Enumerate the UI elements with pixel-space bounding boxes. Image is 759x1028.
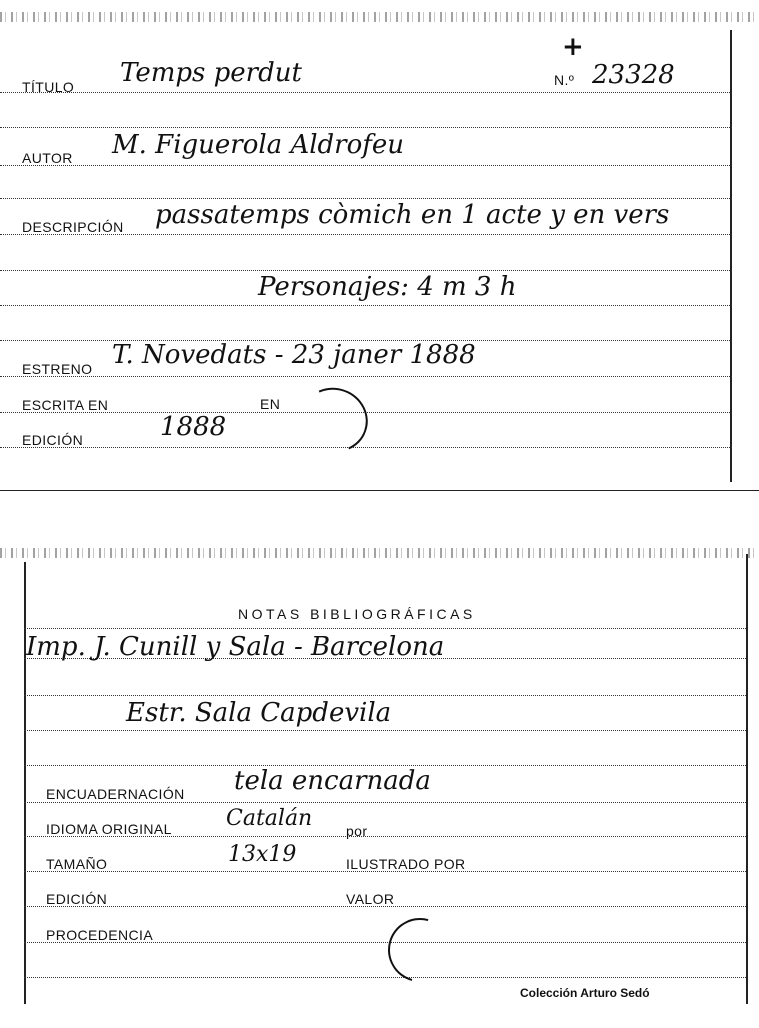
card-edge-texture xyxy=(0,548,759,558)
descripcion-value: passatemps còmich en 1 acte y en vers xyxy=(155,200,670,230)
estreno-value: T. Novedats - 23 janer 1888 xyxy=(112,340,476,370)
ruled-line xyxy=(24,695,746,696)
ruled-line xyxy=(0,447,732,448)
card-edge-texture xyxy=(0,12,759,22)
number-label: N.º xyxy=(554,72,575,88)
ruled-line xyxy=(24,628,746,629)
catalog-card-front xyxy=(0,0,759,492)
edicion-label: EDICIÓN xyxy=(22,432,84,448)
tamano-value: 13x19 xyxy=(228,842,297,867)
note-line-2: Estr. Sala Capdevila xyxy=(126,698,392,728)
idioma-label: IDIOMA ORIGINAL xyxy=(46,821,172,837)
tamano-label: TAMAÑO xyxy=(46,856,108,872)
ruled-line xyxy=(0,270,732,271)
notas-heading: NOTAS BIBLIOGRÁFICAS xyxy=(238,606,476,622)
note-line-1: Imp. J. Cunill y Sala - Barcelona xyxy=(26,632,445,662)
ruled-line xyxy=(0,376,732,377)
collection-footer: Colección Arturo Sedó xyxy=(520,986,650,1000)
ruled-line xyxy=(0,198,732,199)
autor-value: M. Figuerola Aldrofeu xyxy=(112,130,405,160)
ilustrado-label: ILUSTRADO POR xyxy=(346,856,466,872)
ruled-line xyxy=(0,92,732,93)
ruled-line xyxy=(24,730,746,731)
encuadernacion-value: tela encarnada xyxy=(234,766,431,796)
escrita-en-label: ESCRITA EN xyxy=(22,397,109,413)
titulo-value: Temps perdut xyxy=(120,58,302,88)
encuadernacion-label: ENCUADERNACIÓN xyxy=(46,786,185,802)
titulo-label: TÍTULO xyxy=(22,79,75,95)
valor-label: VALOR xyxy=(346,891,395,907)
card-bottom-edge xyxy=(0,490,759,491)
por-label: por xyxy=(346,823,368,839)
descripcion-label: DESCRIPCIÓN xyxy=(22,219,124,235)
edicion-value: 1888 xyxy=(160,412,227,442)
ruled-line xyxy=(0,165,732,166)
number-value: 23328 xyxy=(592,60,675,90)
catalog-card-back xyxy=(0,540,759,1028)
ruled-line xyxy=(24,977,746,978)
edicion-label: EDICIÓN xyxy=(46,891,108,907)
procedencia-label: PROCEDENCIA xyxy=(46,927,154,943)
stamp-circle xyxy=(376,906,463,993)
cross-mark: + xyxy=(562,32,584,62)
estreno-label: ESTRENO xyxy=(22,361,93,377)
ruled-line xyxy=(0,305,732,306)
card-right-border xyxy=(746,554,748,1004)
ruled-line xyxy=(24,802,746,803)
ruled-line xyxy=(0,127,732,128)
en-label: EN xyxy=(260,396,281,412)
personajes-value: Personajes: 4 m 3 h xyxy=(258,272,517,302)
stamp-circle xyxy=(291,378,377,461)
idioma-value: Catalán xyxy=(226,806,313,831)
card-right-border xyxy=(730,30,732,482)
autor-label: AUTOR xyxy=(22,150,73,166)
